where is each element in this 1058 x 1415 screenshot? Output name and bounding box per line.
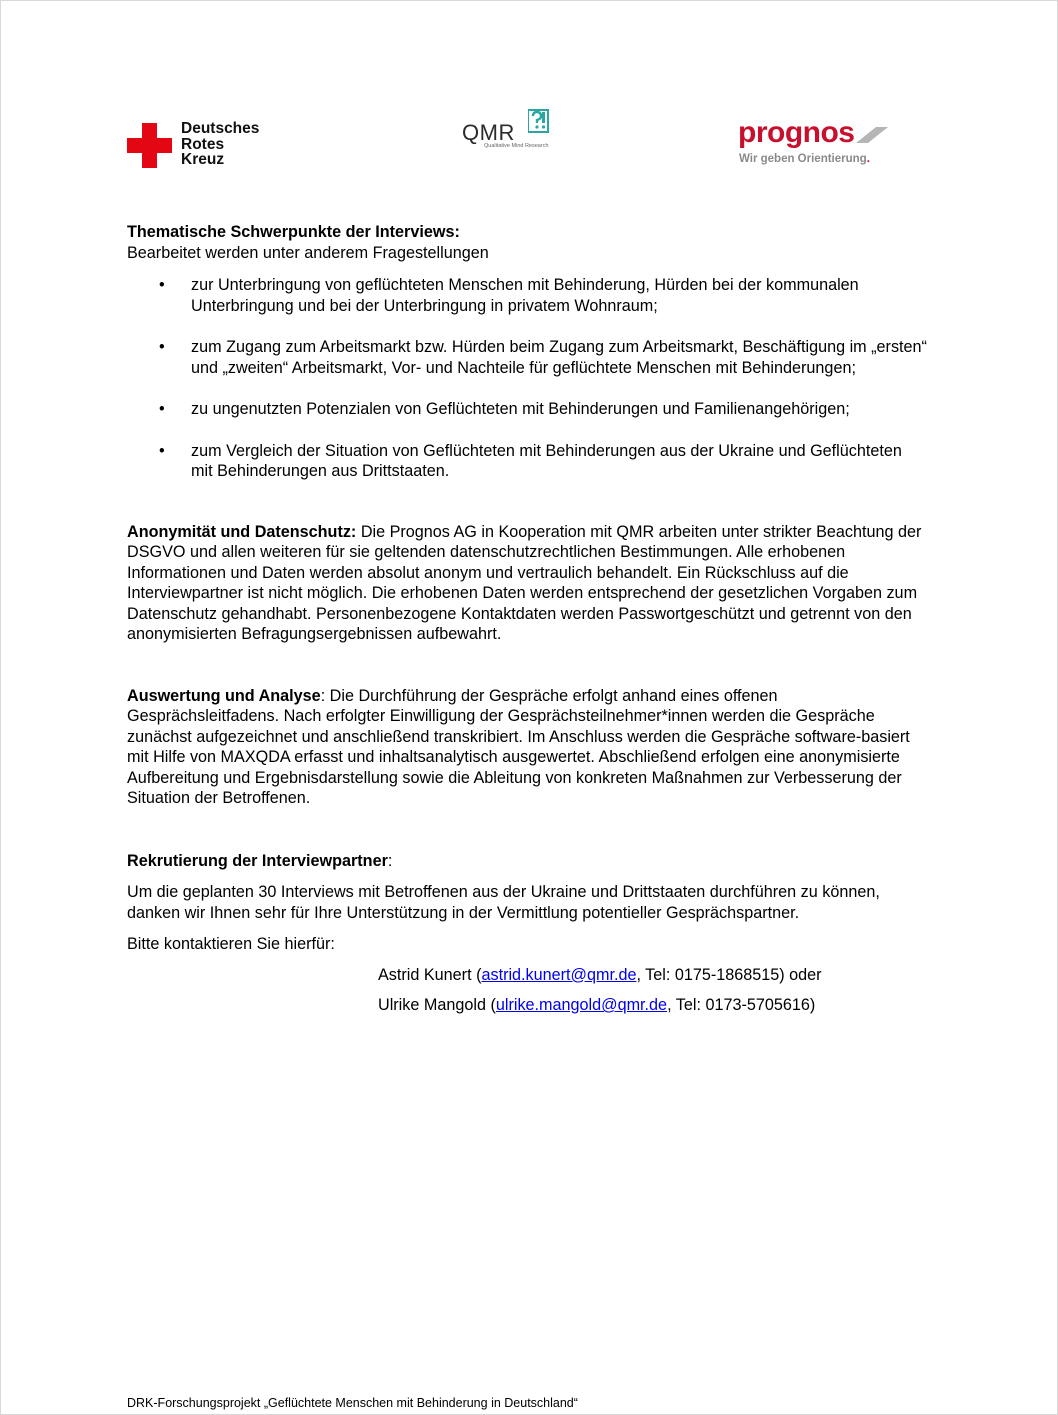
qmr-logo — [462, 108, 562, 156]
recruitment-heading-suffix: : — [387, 851, 393, 870]
list-item — [127, 441, 927, 482]
document-body — [127, 222, 927, 1016]
topics-heading: Thematische Schwerpunkte der Interviews: — [127, 223, 460, 241]
privacy-section — [127, 522, 927, 645]
drk-line-3: Kreuz — [181, 151, 225, 168]
list-item-text: zum Zugang zum Arbeitsmarkt bzw. Hürden beim Zugang zum Arbeitsmarkt, Beschäftigung im „ersten“ und „zweiten“ Arbeitsmarkt, Vor- und Nachteile für geflüchtete Menschen mit Behinderungen; — [191, 338, 927, 377]
privacy-heading: Anonymität und Datenschutz: — [127, 522, 357, 541]
list-item-text: zu ungenutzten Potenzialen von Geflüchteten mit Behinderungen und Familienangehörigen; — [191, 400, 850, 418]
contact-name: Ulrike Mangold ( — [378, 996, 496, 1014]
privacy-text: Die Prognos AG in Kooperation mit QMR arbeiten unter strikter Beachtung der DSGVO und allen weiteren für sie geltenden datenschutzrechtlichen Bestimmungen. Alle erhobenen Informationen und Daten werden absolut anonym und vertraulich behandelt. Ein Rückschluss auf die Interviewpartner ist nicht möglich. Die erhobenen Daten werden entsprechend der gesetzlichen Vorgaben zum Datenschutz gehandhabt. Personenbezogene Kontaktdaten werden Passwortgeschützt und getrennt von den anonymisierten Befragungsergebnissen aufbewahrt. — [127, 522, 922, 643]
prognos-swoosh-icon — [856, 125, 888, 145]
red-cross-icon — [127, 123, 172, 168]
analysis-heading: Auswertung und Analyse — [127, 686, 321, 705]
contact-astrid — [127, 965, 927, 986]
drk-logo — [127, 121, 287, 171]
email-link-ulrike[interactable]: ulrike.mangold@qmr.de — [495, 996, 668, 1014]
list-item — [127, 399, 927, 420]
qmr-subtitle: Qualitative Mind Research — [484, 143, 549, 149]
qmr-wordmark: QMR — [462, 120, 515, 145]
bullet: • — [159, 400, 165, 418]
prognos-tagline-dot: . — [866, 153, 870, 165]
qmr-question-exclaim-icon — [528, 108, 550, 134]
bullet: • — [159, 441, 165, 460]
drk-line-2: Rotes — [181, 135, 225, 153]
page-footer: DRK-Forschungsprojekt „Geflüchtete Menschen mit Behinderung in Deutschland“ — [127, 1396, 578, 1410]
contact-name: Astrid Kunert ( — [378, 965, 482, 984]
recruitment-text: Um die geplanten 30 Interviews mit Betroffenen aus der Ukraine und Drittstaaten durchführen zu können, danken wir Ihnen sehr für Ihre Unterstützung in der Vermittlung potentieller Gesprächspartner. — [127, 883, 880, 922]
drk-wordmark — [181, 121, 259, 168]
prognos-tagline — [739, 153, 870, 165]
list-item-text: zur Unterbringung von geflüchteten Menschen mit Behinderung, Hürden bei der kommunalen Unterbringung und bei der Unterbringung in privatem Wohnraum; — [191, 276, 859, 315]
contact-intro: Bitte kontaktieren Sie hierfür: — [127, 935, 335, 953]
recruitment-heading: Rekrutierung der Interviewpartner — [127, 851, 388, 870]
topics-list — [127, 275, 927, 482]
prognos-tagline-text: Wir geben Orientierung — [739, 153, 867, 165]
bullet: • — [159, 338, 165, 356]
contact-phone: , Tel: 0175-1868515) oder — [636, 965, 822, 984]
email-link-astrid[interactable]: astrid.kunert@qmr.de — [481, 965, 637, 984]
contact-ulrike — [127, 995, 927, 1016]
analysis-section — [127, 686, 927, 809]
contact-phone: , Tel: 0173-5705616) — [667, 996, 816, 1014]
list-item — [127, 337, 927, 378]
drk-line-1: Deutsches — [181, 120, 260, 137]
topics-intro: Bearbeitet werden unter anderem Fragestellungen — [127, 243, 489, 262]
bullet: • — [159, 276, 165, 294]
list-item-text: zum Vergleich der Situation von Geflüchteten mit Behinderungen aus der Ukraine und Geflüchteten mit Behinderungen aus Drittstaaten. — [191, 441, 902, 480]
prognos-logo — [738, 116, 898, 171]
prognos-wordmark: prognos — [738, 116, 855, 149]
recruitment-heading-line — [127, 851, 927, 872]
list-item — [127, 275, 927, 316]
analysis-text: : Die Durchführung der Gespräche erfolgt anhand eines offenen Gesprächsleitfadens. Nach erfolgter Einwilligung der Gesprächsteilnehmer*innen werden die Gespräche zunächst aufgezeichnet und anschließend transkribiert. Im Anschluss werden die Gespräche software-basiert mit Hilfe von MAXQDA erfasst und inhaltsanalytisch ausgewertet. Abschließend erfolgen eine anonymisierte Aufbereitung und Ergebnisdarstellung sowie die Ableitung von konkreten Maßnahmen zur Verbesserung der Situation der Betroffenen. — [127, 686, 910, 807]
